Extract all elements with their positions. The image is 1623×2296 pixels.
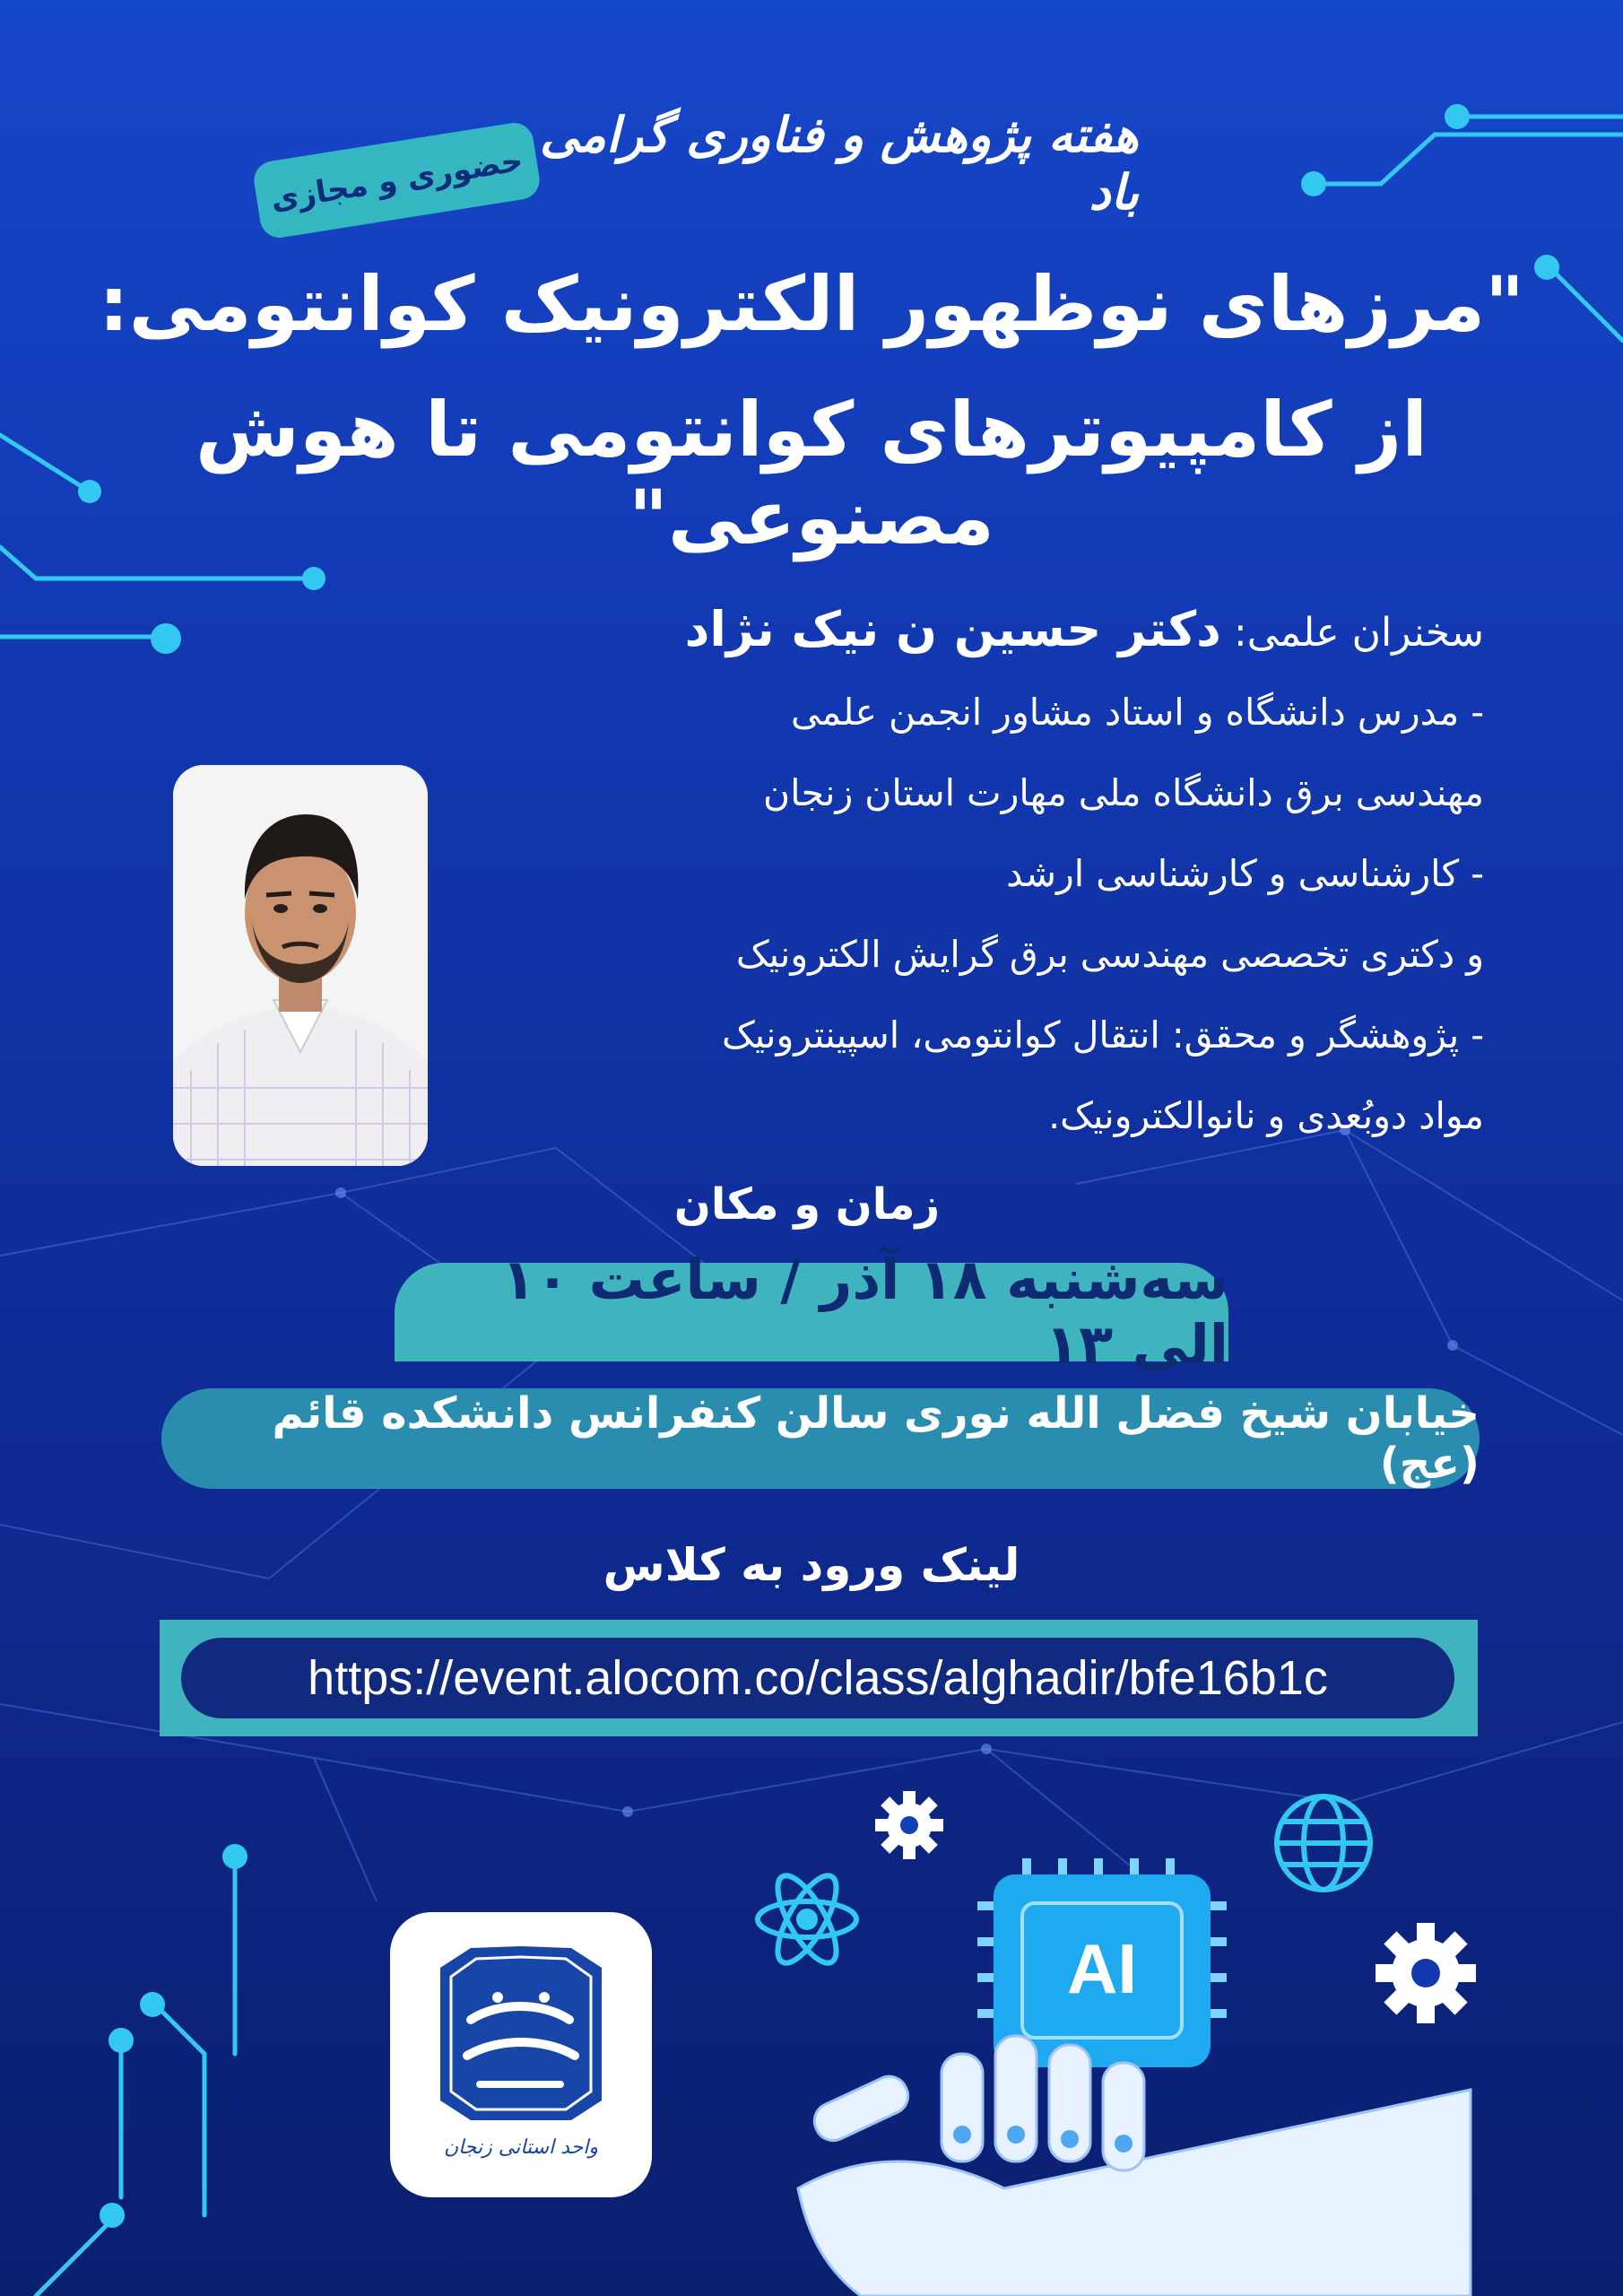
event-slogan: هفته پژوهش و فناوری گرامی باد: [540, 106, 1139, 221]
speaker-role-label: سخنران علمی:: [1233, 610, 1484, 656]
class-link-heading: لینک ورود به کلاس: [603, 1539, 1020, 1591]
speaker-bio-line: مهندسی برق دانشگاه ملی مهارت استان زنجان: [762, 771, 1484, 814]
speaker-photo: [173, 765, 428, 1166]
speaker-name: دکتر حسین ن نیک نژاد: [684, 601, 1221, 657]
event-address: خیابان شیخ فضل الله نوری سالن کنفرانس دانشکده قائم (عج): [161, 1388, 1480, 1489]
speaker-bio-line: و دکتری تخصصی مهندسی برق گرایش الکترونیک: [735, 933, 1484, 976]
university-logo: [390, 1912, 652, 2197]
speaker-bio-line: مواد دوبُعدی و نانوالکترونیک.: [1048, 1094, 1484, 1137]
event-title-line-1: "مرزهای نوظهور الکترونیک کوانتومی:: [99, 260, 1524, 348]
speaker-bio-line: - مدرس دانشگاه و استاد مشاور انجمن علمی: [791, 691, 1484, 734]
event-datetime: سه‌شنبه ۱۸ آذر / ساعت ۱۰ الی ۱۳: [395, 1263, 1228, 1361]
speaker-bio-line: - کارشناسی و کارشناسی ارشد: [1006, 852, 1484, 895]
speaker-bio-line: - پژوهشگر و محقق: انتقال کوانتومی، اسپینترونیک: [721, 1013, 1484, 1057]
ai-chip-label: AI: [1067, 1929, 1137, 2008]
time-place-heading: زمان و مکان: [673, 1179, 941, 1230]
attendance-mode-badge: حضوری و مجازی: [251, 120, 542, 240]
logo-subtitle: واحد استانی زنجان: [443, 2136, 599, 2159]
speaker-portrait-illustration: [173, 765, 428, 1166]
speaker-line: [408, 601, 1484, 657]
event-title-line-2: از کامپیوترهای کوانتومی تا هوش مصنوعی": [195, 386, 1428, 561]
class-link-url[interactable]: https://event.alocom.co/class/alghadir/bfe16b1c: [181, 1638, 1454, 1718]
